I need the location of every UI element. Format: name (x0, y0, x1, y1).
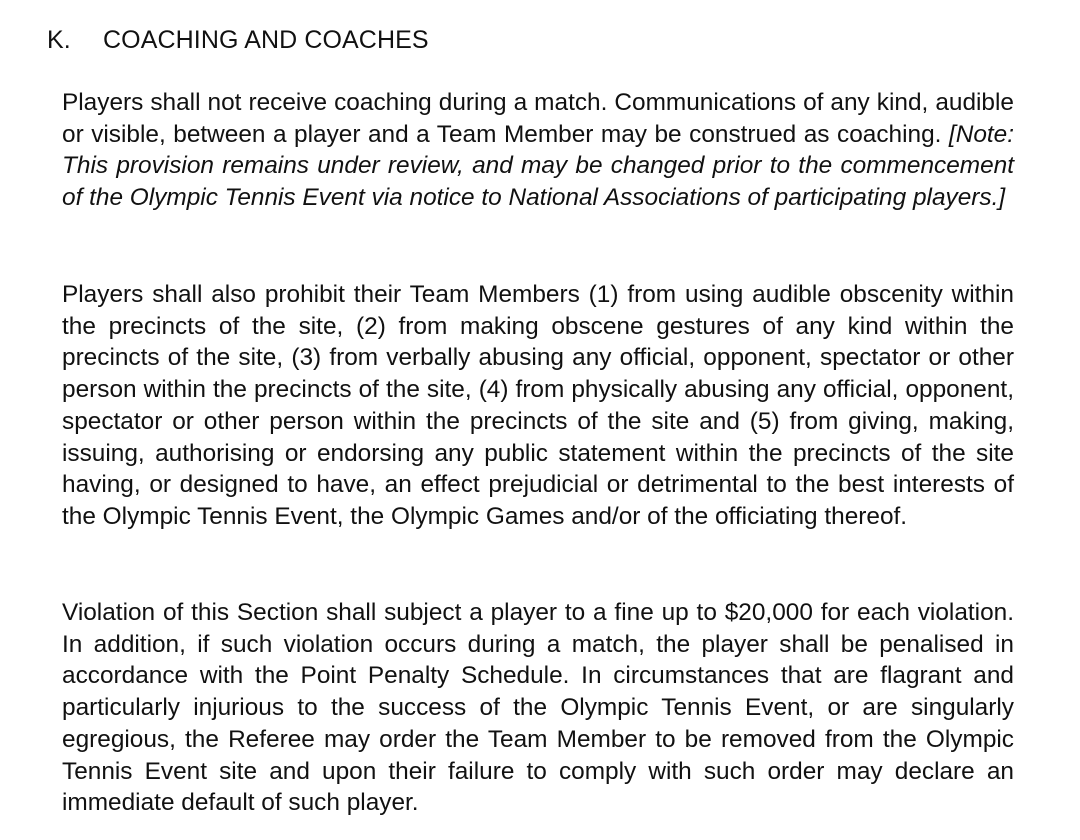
paragraph-coaching-rule (62, 87, 1014, 214)
paragraph-violation-penalty-text: Violation of this Section shall subject a player to a fine up to $20,000 for each violation. In addition, if such violation occurs during a match, the player shall be penalised in accordance with the Point Penalty Schedule. In circumstances that are flagrant and particularly injurious to the success of the Olympic Tennis Event, or are singularly egregious, the Referee may order the Team Member to be removed from the Olympic Tennis Event site and upon their failure to comply with such order may declare an immediate default of such player. (62, 599, 1014, 817)
paragraph-team-member-conduct-text: Players shall also prohibit their Team Members (1) from using audible obscenity within the precincts of the site, (2) from making obscene gestures of any kind within the precincts of the site, (3) from verbally abusing any official, opponent, spectator or other person within the precincts of the site, (4) from physically abusing any official, opponent, spectator or other person within the precincts of the site and (5) from giving, making, issuing, authorising or endorsing any public statement within the precincts of the site having, or designed to have, an effect prejudicial or detrimental to the best interests of the Olympic Tennis Event, the Olympic Games and/or of the officiating thereof. (62, 281, 1014, 530)
paragraph-coaching-text: Players shall not receive coaching during a match. Communications of any kind, audible or visible, between a player and a Team Member may be construed as coaching. (62, 89, 1014, 148)
section-number: K. (47, 26, 71, 54)
paragraph-violation-penalty (62, 597, 1014, 819)
section-heading (47, 25, 429, 55)
review-note: [Note: This provision remains under review, and may be changed prior to the commencement of the Olympic Tennis Event via notice to National Associations of participating players.] (62, 120, 1014, 212)
section-title: COACHING AND COACHES (103, 26, 429, 54)
paragraph-team-member-conduct (62, 279, 1014, 533)
